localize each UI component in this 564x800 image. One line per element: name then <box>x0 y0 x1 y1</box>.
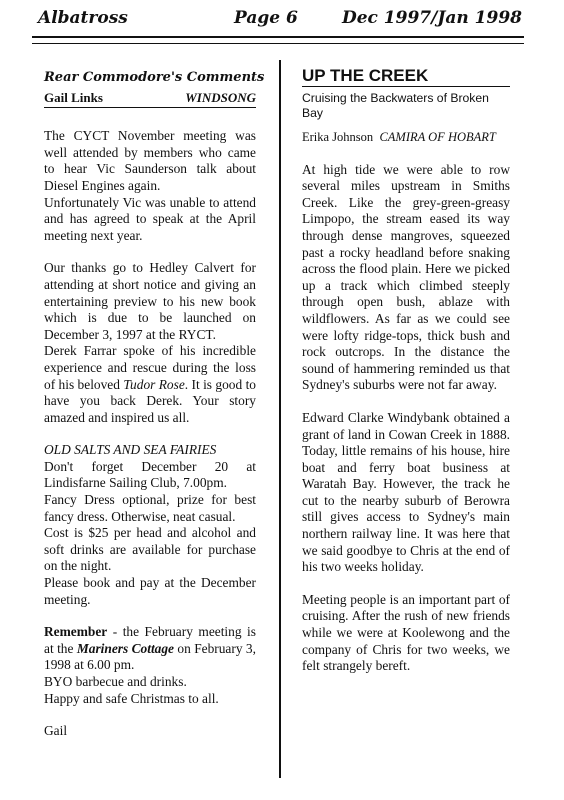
paragraph: Please book and pay at the December meeting. <box>44 575 256 607</box>
byline-author: Gail Links <box>44 89 103 105</box>
page-number: Page 6 <box>234 8 298 28</box>
signoff: Gail <box>44 723 68 739</box>
right-column <box>302 66 510 675</box>
publication-name: Albatross <box>38 8 128 28</box>
paragraph: Happy and safe Christmas to all. <box>44 690 219 706</box>
byline-boat: WINDSONG <box>185 89 256 105</box>
article-subtitle: Cruising the Backwaters of Broken Bay <box>302 91 489 120</box>
section-title: OLD SALTS AND SEA FAIRIES <box>44 442 217 458</box>
paragraph: Cost is $25 per head and alcohol and soft drinks are available for purchase on the night. <box>44 525 256 574</box>
paragraph: Derek Farrar spoke of his incredible experience and rescue during the loss of his beloved Tudor Rose. It is good to have you back Derek. Your story amazed and inspired us all. <box>44 343 256 425</box>
page-header <box>38 8 522 30</box>
column-byline <box>44 90 256 109</box>
paragraph: At high tide we were able to row several miles upstream in Smiths Creek. Like the grey-green-greasy Limpopo, the stream eased its way through dense mangroves, squeezed past a rocky headland before snaking across the flood plain. Here we picked up a track which climbed steeply through open bush, ablaze with wildflowers. As far as we could see were lofty ridge-tops, thick bush and rock outcrops. In the distance the sound of hammering reminded us that Sydney's suburbs were not far away. <box>302 161 510 393</box>
paragraph: Meeting people is an important part of cruising. After the rush of new friends while we were at Koolewong and the company of Chris for two weeks, we felt strangely bereft. <box>302 591 510 674</box>
paragraph: BYO barbecue and drinks. <box>44 674 187 689</box>
paragraph: Our thanks go to Hedley Calvert for attending at short notice and giving an entertaining preview to his new book which is due to be launched on December 3, 1997 at the RYCT. <box>44 260 256 342</box>
issue-date: Dec 1997/Jan 1998 <box>341 8 522 28</box>
article-byline <box>302 129 510 146</box>
title-rule <box>302 86 510 87</box>
boat-name: Tudor Rose <box>123 376 185 392</box>
byline-boat: CAMIRA OF HOBART <box>379 130 496 144</box>
paragraph: The CYCT November meeting was well attended by members who came to hear Vic Saunderson talk about Diesel Engines again. <box>44 128 256 193</box>
remember-paragraph: Remember - the February meeting is at the Mariners Cottage on February 3, 1998 at 6.00 pm. <box>44 624 256 673</box>
header-rule-bottom <box>32 43 524 44</box>
column-heading: Rear Commodore's Comments <box>44 70 265 85</box>
paragraph: Edward Clarke Windybank obtained a grant of land in Cowan Creek in 1888. Today, little remains of his house, hire boat and ferry boat business at Waratah Bay. However, the track he cut to the nearby suburb of Berowra still gives access to Sydney's main northern railway line. It was here that we said goodbye to Chris at the end of his two weeks holiday. <box>302 409 510 575</box>
paragraph: Unfortunately Vic was unable to attend and has agreed to speak at the April meeting next year. <box>44 194 256 243</box>
header-rule-top <box>32 36 524 38</box>
paragraph: Don't forget December 20 at Lindisfarne Sailing Club, 7.00pm. <box>44 458 256 491</box>
column-divider <box>279 60 281 778</box>
byline-author: Erika Johnson <box>302 130 374 144</box>
left-column <box>44 70 265 740</box>
remember-label: Remember <box>44 624 108 640</box>
venue-name: Mariners Cottage <box>76 640 174 656</box>
paragraph: Fancy Dress optional, prize for best fancy dress. Otherwise, neat casual. <box>44 492 256 524</box>
article-title: UP THE CREEK <box>302 66 429 85</box>
